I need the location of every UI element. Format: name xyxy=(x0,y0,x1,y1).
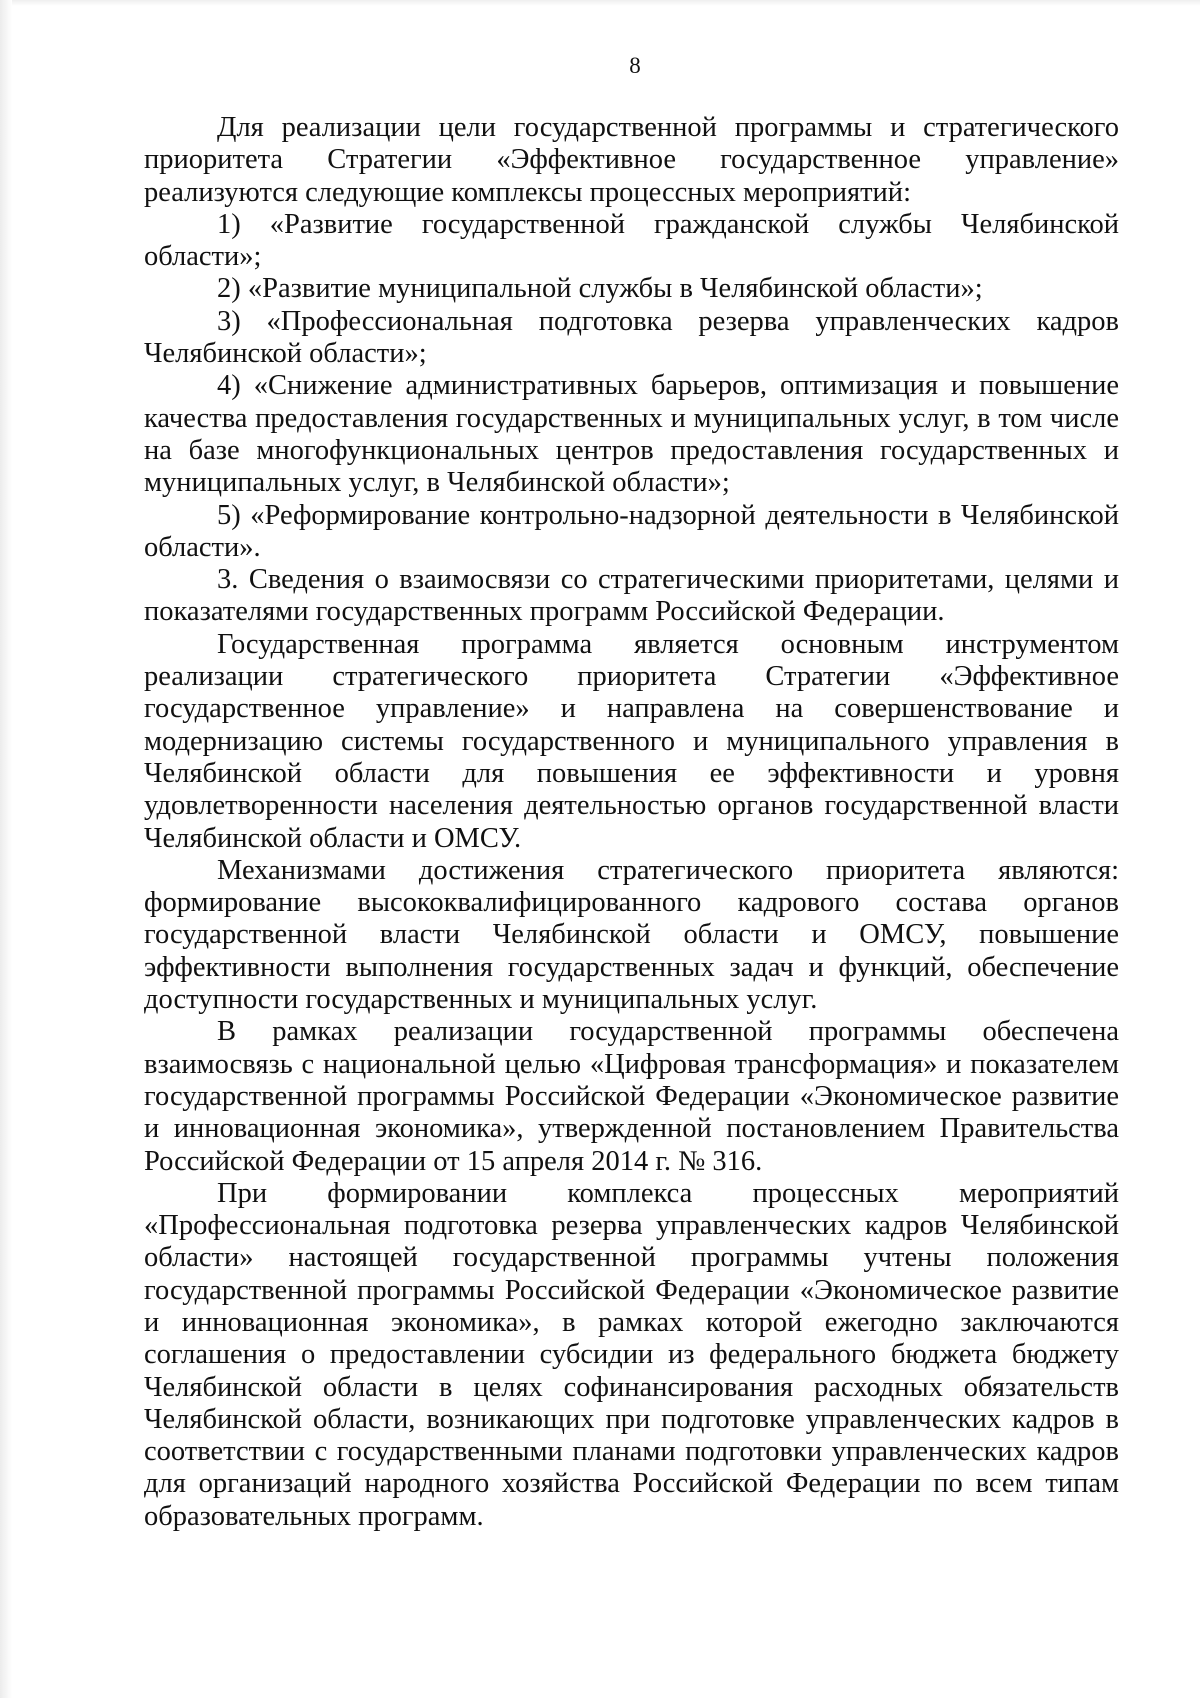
paragraph-list-item-1: 1) «Развитие государственной гражданской службы Челябинской области»; xyxy=(144,208,1119,273)
paragraph-program-role: Государственная программа является основным инструментом реализации стратегического приоритета Стратегии «Эффективное государственное управление» и направлена на совершенствование и модернизацию системы государственного и муниципального управления в Челябинской области для повышения ее эффективности и уровня удовлетворенности населения деятельностью органов государственной власти Челябинской области и ОМСУ. xyxy=(144,628,1119,854)
paragraph-list-item-4: 4) «Снижение административных барьеров, оптимизация и повышение качества предоставления государственных и муниципальных услуг, в том числе на базе многофункциональных центров предоставления государственных и муниципальных услуг, в Челябинской области»; xyxy=(144,370,1119,499)
paragraph-list-item-3: 3) «Профессиональная подготовка резерва управленческих кадров Челябинской области»; xyxy=(144,305,1119,370)
paragraph-list-item-2: 2) «Развитие муниципальной службы в Челябинской области»; xyxy=(217,273,983,305)
paragraph-section-3-heading: 3. Сведения о взаимосвязи со стратегическими приоритетами, целями и показателями государственных программ Российской Федерации. xyxy=(144,564,1119,628)
scan-left-shadow xyxy=(0,0,12,1698)
scan-top-shadow xyxy=(0,0,1200,6)
document-body xyxy=(144,112,1119,1533)
paragraph-intro: Для реализации цели государственной программы и стратегического приоритета Стратегии «Эффективное государственное управление» реализуются следующие комплексы процессных мероприятий: xyxy=(144,112,1119,208)
page-number: 8 xyxy=(629,53,641,78)
paragraph-mechanisms: Механизмами достижения стратегического приоритета являются: формирование высококвалифицированного кадрового состава органов государственной власти Челябинской области и ОМСУ, повышение эффективности выполнения государственных задач и функций, обеспечение доступности государственных и муниципальных услуг. xyxy=(144,854,1119,1016)
paragraph-national-goal-link: В рамках реализации государственной программы обеспечена взаимосвязь с национальной целью «Цифровая трансформация» и показателем государственной программы Российской Федерации «Экономическое развитие и инновационная экономика», утвержденной постановлением Правительства Российской Федерации от 15 апреля 2014 г. № 316. xyxy=(144,1016,1119,1177)
paragraph-personnel-training: При формировании комплекса процессных мероприятий «Профессиональная подготовка резерва управленческих кадров Челябинской области» настоящей государственной программы учтены положения государственной программы Российской Федерации «Экономическое развитие и инновационная экономика», в рамках которой ежегодно заключаются соглашения о предоставлении субсидии из федерального бюджета бюджету Челябинской области в целях софинансирования расходных обязательств Челябинской области, возникающих при подготовке управленческих кадров в соответствии с государственными планами подготовки управленческих кадров для организаций народного хозяйства Российской Федерации по всем типам образовательных программ. xyxy=(144,1177,1119,1532)
paragraph-list-item-5: 5) «Реформирование контрольно-надзорной деятельности в Челябинской области». xyxy=(144,499,1119,563)
